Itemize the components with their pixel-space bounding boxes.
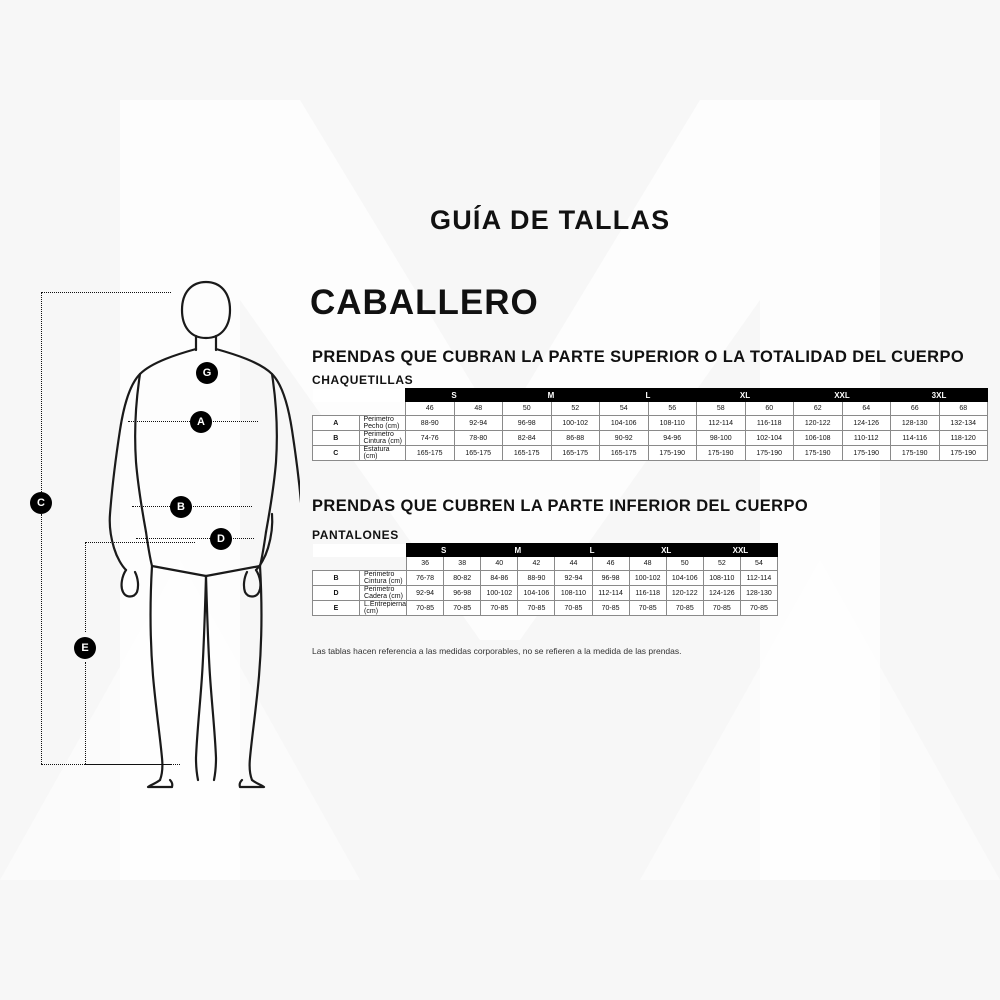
table-size-number-row [313, 557, 778, 571]
table-row-code: B [313, 571, 360, 586]
size-table-upper [312, 388, 988, 461]
table-size-number-cell: 62 [794, 402, 843, 416]
table-cell: 70-85 [481, 601, 518, 616]
table-size-number-cell: 40 [481, 557, 518, 571]
table-cell: 110-112 [842, 431, 891, 446]
hip-guide-line [136, 538, 254, 539]
table-cell: 86-88 [551, 431, 600, 446]
table-row [313, 601, 778, 616]
table-size-group-cell: M [481, 544, 555, 557]
table-cell: 165-175 [406, 446, 455, 461]
table-size-group-row [313, 389, 988, 402]
table-size-number-row [313, 402, 988, 416]
table-size-number-cell: 66 [891, 402, 940, 416]
table-cell: 104-106 [600, 416, 649, 431]
table-size-group-cell: S [406, 389, 503, 402]
table-cell: 128-130 [891, 416, 940, 431]
table-cell: 124-126 [703, 586, 740, 601]
table-cell: 92-94 [555, 571, 592, 586]
table-cell: 124-126 [842, 416, 891, 431]
table-size-number-cell: 46 [592, 557, 629, 571]
table-cell: 100-102 [629, 571, 666, 586]
table-cell: 102-104 [745, 431, 794, 446]
table-cell: 70-85 [518, 601, 555, 616]
table-size-group-cell: 3XL [891, 389, 988, 402]
height-bracket-vertical [41, 292, 42, 492]
section-heading-lower: PRENDAS QUE CUBREN LA PARTE INFERIOR DEL CUERPO [312, 497, 809, 515]
inseam-bracket-vertical-2 [85, 662, 86, 764]
table-cell: 70-85 [407, 601, 444, 616]
table-size-group-cell: XXL [794, 389, 891, 402]
table-size-number-cell: 46 [406, 402, 455, 416]
marker-badge-e: E [74, 637, 96, 659]
table-size-number-cell: 54 [600, 402, 649, 416]
table-cell: 106-108 [794, 431, 843, 446]
section-subheading-upper: CHAQUETILLAS [312, 373, 414, 387]
table-size-group-cell: XXL [703, 544, 777, 557]
table-cell: 132-134 [939, 416, 988, 431]
table-cell: 175-190 [794, 446, 843, 461]
height-bracket-vertical-2 [41, 514, 42, 764]
table-cell: 70-85 [629, 601, 666, 616]
table-cell: 70-85 [592, 601, 629, 616]
table-size-group-cell: XL [629, 544, 703, 557]
table-row-code: C [313, 446, 360, 461]
page-title: GUÍA DE TALLAS [430, 205, 671, 235]
inseam-bracket-vertical [85, 542, 86, 632]
table-cell: 96-98 [503, 416, 552, 431]
waist-guide-line [132, 506, 252, 507]
male-body-outline [10, 270, 300, 790]
table-row-label: Perimetro Cadera (cm) [360, 586, 407, 601]
table-size-number-cell: 50 [503, 402, 552, 416]
table-row-code: A [313, 416, 360, 431]
table-size-number-cell: 68 [939, 402, 988, 416]
table-size-number-cell: 48 [454, 402, 503, 416]
table-cell: 165-175 [503, 446, 552, 461]
table-size-number-cell: 44 [555, 557, 592, 571]
table-size-group-cell: L [600, 389, 697, 402]
table-row-code: B [313, 431, 360, 446]
table-row-label: Perimetro Pecho (cm) [359, 416, 406, 431]
table-size-group-cell: XL [697, 389, 794, 402]
table-size-group-cell: M [503, 389, 600, 402]
table-cell: 94-96 [648, 431, 697, 446]
table-row-code: E [313, 601, 360, 616]
table-cell: 74-76 [406, 431, 455, 446]
table-cell: 88-90 [518, 571, 555, 586]
table-row-code: D [313, 586, 360, 601]
table-size-group-row [313, 544, 778, 557]
table-row [313, 446, 988, 461]
table-cell: 114-116 [891, 431, 940, 446]
table-cell: 104-106 [518, 586, 555, 601]
table-cell: 175-190 [648, 446, 697, 461]
table-size-number-cell: 60 [745, 402, 794, 416]
table-size-number-cell: 48 [629, 557, 666, 571]
table-cell: 100-102 [551, 416, 600, 431]
table-cell: 80-82 [444, 571, 481, 586]
table-cell: 116-118 [629, 586, 666, 601]
table-corner-cell [313, 402, 406, 416]
table-cell: 175-190 [939, 446, 988, 461]
table-cell: 120-122 [794, 416, 843, 431]
table-size-group-cell: S [407, 544, 481, 557]
table-row [313, 416, 988, 431]
table-size-number-cell: 52 [551, 402, 600, 416]
table-cell: 112-114 [697, 416, 746, 431]
table-size-number-cell: 52 [703, 557, 740, 571]
table-row [313, 586, 778, 601]
marker-badge-d: D [210, 528, 232, 550]
table-cell: 175-190 [842, 446, 891, 461]
table-row-label: Perimetro Cintura (cm) [360, 571, 407, 586]
table-cell: 100-102 [481, 586, 518, 601]
section-subheading-lower: PANTALONES [312, 528, 399, 542]
table-size-number-cell: 64 [842, 402, 891, 416]
table-row-label: L.Entrepierna (cm) [360, 601, 407, 616]
height-bracket-top-tick [41, 292, 171, 293]
marker-badge-a: A [190, 411, 212, 433]
table-size-number-cell: 50 [666, 557, 703, 571]
table-cell: 108-110 [648, 416, 697, 431]
table-cell: 90-92 [600, 431, 649, 446]
table-cell: 104-106 [666, 571, 703, 586]
table-cell: 175-190 [745, 446, 794, 461]
table-cell: 98-100 [697, 431, 746, 446]
inseam-bracket-top-tick [85, 542, 195, 543]
table-cell: 108-110 [555, 586, 592, 601]
table-cell: 82-84 [503, 431, 552, 446]
footnote-text: Las tablas hacen referencia a las medidas corporables, no se refieren a la medida de las prendas. [312, 646, 682, 656]
table-cell: 175-190 [697, 446, 746, 461]
table-cell: 175-190 [891, 446, 940, 461]
table-cell: 92-94 [407, 586, 444, 601]
marker-badge-c: C [30, 492, 52, 514]
size-table-lower [312, 543, 778, 616]
table-cell: 96-98 [592, 571, 629, 586]
gender-title: CABALLERO [310, 283, 539, 322]
table-row-label: Estatura (cm) [359, 446, 406, 461]
section-heading-upper: PRENDAS QUE CUBRAN LA PARTE SUPERIOR O LA TOTALIDAD DEL CUERPO [312, 348, 965, 366]
table-cell: 116-118 [745, 416, 794, 431]
table-size-number-cell: 54 [740, 557, 777, 571]
table-size-number-cell: 36 [407, 557, 444, 571]
table-cell: 108-110 [703, 571, 740, 586]
table-cell: 70-85 [666, 601, 703, 616]
table-size-number-cell: 38 [444, 557, 481, 571]
table-cell: 70-85 [740, 601, 777, 616]
table-row [313, 571, 778, 586]
table-cell: 112-114 [592, 586, 629, 601]
table-size-number-cell: 58 [697, 402, 746, 416]
marker-badge-b: B [170, 496, 192, 518]
table-cell: 96-98 [444, 586, 481, 601]
table-cell: 120-122 [666, 586, 703, 601]
table-cell: 76-78 [407, 571, 444, 586]
table-size-group-cell: L [555, 544, 629, 557]
table-cell: 165-175 [454, 446, 503, 461]
table-cell: 70-85 [555, 601, 592, 616]
marker-badge-g: G [196, 362, 218, 384]
table-corner-cell [313, 389, 406, 402]
table-cell: 165-175 [600, 446, 649, 461]
table-row-label: Perimetro Cintura (cm) [359, 431, 406, 446]
table-cell: 88-90 [406, 416, 455, 431]
table-corner-cell [313, 557, 407, 571]
inseam-bracket-bottom-tick [85, 764, 180, 765]
table-size-number-cell: 42 [518, 557, 555, 571]
table-cell: 112-114 [740, 571, 777, 586]
table-cell: 165-175 [551, 446, 600, 461]
table-corner-cell [313, 544, 407, 557]
body-figure [10, 270, 300, 790]
table-cell: 78-80 [454, 431, 503, 446]
table-cell: 70-85 [703, 601, 740, 616]
table-row [313, 431, 988, 446]
table-size-number-cell: 56 [648, 402, 697, 416]
table-cell: 118-120 [939, 431, 988, 446]
table-cell: 92-94 [454, 416, 503, 431]
table-cell: 84-86 [481, 571, 518, 586]
table-cell: 70-85 [444, 601, 481, 616]
table-cell: 128-130 [740, 586, 777, 601]
